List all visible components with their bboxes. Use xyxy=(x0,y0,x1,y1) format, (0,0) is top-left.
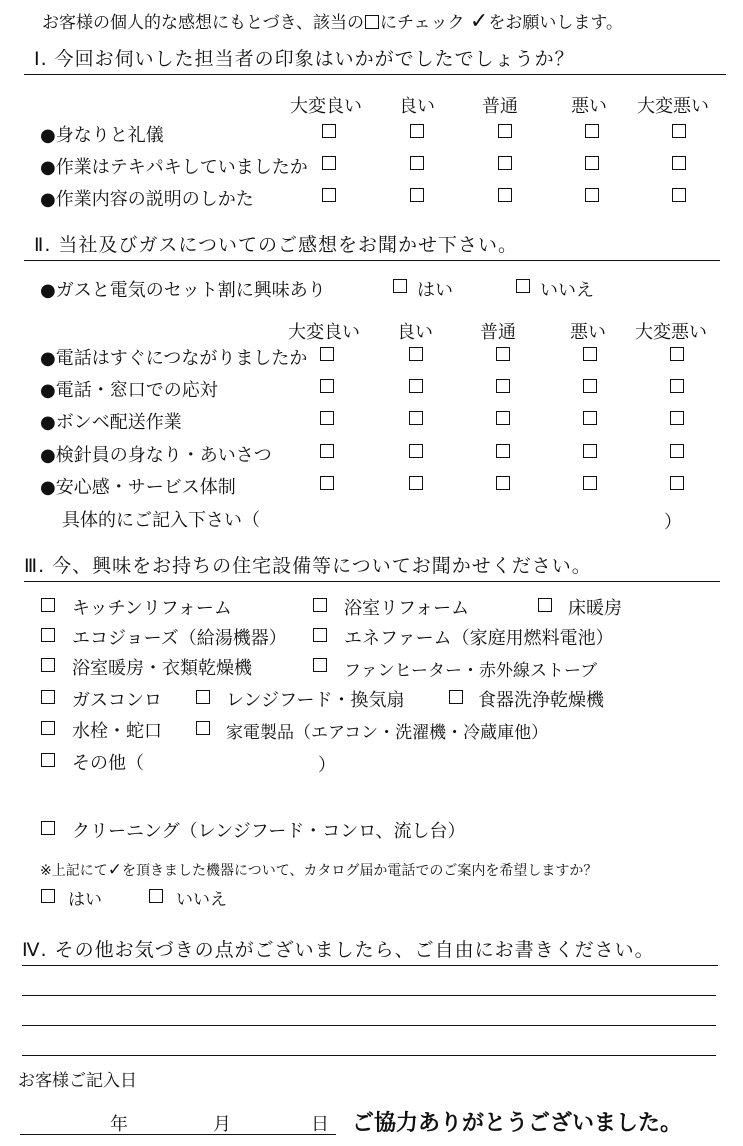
check-mark-icon: ✓ xyxy=(469,9,489,34)
interest-item-checkbox[interactable] xyxy=(313,658,327,672)
interest-item-label: 浴室リフォーム xyxy=(344,598,470,619)
catalog-yes-label: はい xyxy=(68,890,102,910)
interest-item-label: キッチンリフォーム xyxy=(72,598,232,619)
date-label: お客様ご記入日 xyxy=(18,1071,137,1091)
scale-label: 普通 xyxy=(482,96,518,117)
catalog-yes-checkbox[interactable] xyxy=(41,889,55,903)
rating-row-label: ●ボンベ配送作業 xyxy=(40,412,182,433)
interest-item-label: エネファーム（家庭用燃料電池） xyxy=(344,628,614,649)
rating-checkbox[interactable] xyxy=(322,188,336,202)
rating-checkbox[interactable] xyxy=(583,379,597,393)
rating-checkbox[interactable] xyxy=(583,476,597,490)
rating-checkbox[interactable] xyxy=(670,476,684,490)
scale-label: 大変悪い xyxy=(637,96,709,117)
scale-label: 大変悪い xyxy=(635,322,707,343)
rating-checkbox[interactable] xyxy=(496,411,510,425)
interest-item-checkbox[interactable] xyxy=(41,721,55,735)
interest-no-label: いいえ xyxy=(540,280,594,301)
interest-item-checkbox[interactable] xyxy=(449,690,463,704)
interest-item-label: 浴室暖房・衣類乾燥機 xyxy=(72,658,252,679)
interest-item-label: 水栓・蛇口 xyxy=(72,721,162,742)
scale-label: 大変良い xyxy=(290,96,362,117)
rating-checkbox[interactable] xyxy=(585,156,599,170)
rating-checkbox[interactable] xyxy=(409,379,423,393)
rating-checkbox[interactable] xyxy=(583,347,597,361)
rating-checkbox[interactable] xyxy=(410,156,424,170)
rating-checkbox[interactable] xyxy=(672,124,686,138)
interest-item-checkbox[interactable] xyxy=(41,658,55,672)
section1-rule xyxy=(24,74,726,75)
other-label: その他（ xyxy=(72,753,144,774)
interest-item-checkbox[interactable] xyxy=(313,598,327,612)
rating-row-label: ●検針員の身なり・あいさつ xyxy=(40,445,272,466)
rating-row-label: ●身なりと礼儀 xyxy=(40,125,164,146)
rating-checkbox[interactable] xyxy=(496,476,510,490)
interest-item-label: レンジフード・換気扇 xyxy=(226,690,405,711)
rating-checkbox[interactable] xyxy=(585,188,599,202)
specific-comment-close: ） xyxy=(664,512,682,533)
rating-checkbox[interactable] xyxy=(322,124,336,138)
rating-checkbox[interactable] xyxy=(583,444,597,458)
interest-item-checkbox[interactable] xyxy=(41,690,55,704)
rating-checkbox[interactable] xyxy=(320,444,334,458)
interest-item-checkbox[interactable] xyxy=(41,598,55,612)
interest-item-label: 床暖房 xyxy=(568,598,622,619)
rating-checkbox[interactable] xyxy=(496,379,510,393)
comment-line[interactable] xyxy=(22,995,716,996)
section3-rule xyxy=(24,581,720,582)
other-checkbox[interactable] xyxy=(41,753,55,767)
rating-row-label: ●安心感・サービス体制 xyxy=(40,477,236,498)
interest-item-checkbox[interactable] xyxy=(196,721,210,735)
catalog-no-label: いいえ xyxy=(176,890,227,910)
rating-row-label: ●電話はすぐにつながりましたか xyxy=(40,348,308,369)
interest-item-label: ファンヒーター・赤外線ストーブ xyxy=(344,661,598,681)
section4-title: Ⅳ. その他お気づきの点がございましたら、ご自由にお書きください。 xyxy=(22,939,655,961)
rating-checkbox[interactable] xyxy=(496,347,510,361)
section1-title: I. 今回お伺いした担当者の印象はいかがでしたでしょうか？ xyxy=(34,48,575,70)
rating-checkbox[interactable] xyxy=(498,124,512,138)
rating-checkbox[interactable] xyxy=(320,379,334,393)
rating-checkbox[interactable] xyxy=(670,379,684,393)
rating-checkbox[interactable] xyxy=(409,476,423,490)
rating-row-label: ●作業はテキパキしていましたか xyxy=(40,157,308,178)
catalog-no-checkbox[interactable] xyxy=(149,889,163,903)
rating-checkbox[interactable] xyxy=(409,444,423,458)
section4-rule xyxy=(22,965,718,966)
scale-label: 悪い xyxy=(570,322,606,343)
interest-yes-label: はい xyxy=(417,280,453,301)
rating-checkbox[interactable] xyxy=(320,411,334,425)
scale-label: 大変良い xyxy=(288,322,360,343)
intro-text: お客様の個人的な感想にもとづき、該当の にチェック ✓をお願いします。 xyxy=(42,9,623,34)
interest-label: ●ガスと電気のセット割に興味あり xyxy=(40,280,326,301)
section2-rule xyxy=(24,260,720,261)
rating-checkbox[interactable] xyxy=(409,347,423,361)
day-label: 日 xyxy=(311,1114,329,1135)
cleaning-checkbox[interactable] xyxy=(41,821,55,835)
other-close: ） xyxy=(318,755,336,776)
comment-line[interactable] xyxy=(22,1025,716,1026)
rating-checkbox[interactable] xyxy=(585,124,599,138)
sample-checkbox-icon xyxy=(365,15,379,29)
section2-title: Ⅱ. 当社及びガスについてのご感想をお聞かせ下さい。 xyxy=(34,234,519,256)
rating-checkbox[interactable] xyxy=(320,476,334,490)
rating-checkbox[interactable] xyxy=(670,444,684,458)
rating-checkbox[interactable] xyxy=(320,347,334,361)
rating-checkbox[interactable] xyxy=(670,347,684,361)
rating-checkbox[interactable] xyxy=(410,124,424,138)
rating-row-label: ●作業内容の説明のしかた xyxy=(40,189,254,210)
scale-label: 普通 xyxy=(480,322,516,343)
rating-checkbox[interactable] xyxy=(498,188,512,202)
rating-checkbox[interactable] xyxy=(672,188,686,202)
interest-item-checkbox[interactable] xyxy=(313,628,327,642)
interest-item-checkbox[interactable] xyxy=(538,598,552,612)
thanks-message: ご協力ありがとうございました。 xyxy=(352,1110,683,1136)
rating-checkbox[interactable] xyxy=(409,411,423,425)
rating-checkbox[interactable] xyxy=(496,444,510,458)
rating-checkbox[interactable] xyxy=(670,411,684,425)
catalog-question: ※上記にて✓を頂きました機器について、カタログ届か電話でのご案内を希望しますか？ xyxy=(40,860,598,880)
interest-yes-checkbox[interactable] xyxy=(393,279,407,293)
interest-item-label: エコジョーズ（給湯機器） xyxy=(72,628,287,649)
rating-checkbox[interactable] xyxy=(672,156,686,170)
check-mark-icon: ✓ xyxy=(107,860,122,880)
interest-item-checkbox[interactable] xyxy=(41,628,55,642)
interest-item-label: 食器洗浄乾燥機 xyxy=(478,690,604,711)
interest-item-label: ガスコンロ xyxy=(72,690,162,711)
scale-label: 良い xyxy=(397,322,433,343)
rating-checkbox[interactable] xyxy=(583,411,597,425)
specific-comment-label: 具体的にご記入下さい（ xyxy=(62,510,260,531)
interest-item-label: 家電製品（エアコン・洗濯機・冷蔵庫他） xyxy=(226,723,549,743)
rating-row-label: ●電話・窓口での応対 xyxy=(40,380,218,401)
rating-checkbox[interactable] xyxy=(322,156,336,170)
date-line[interactable] xyxy=(20,1134,336,1135)
rating-checkbox[interactable] xyxy=(410,188,424,202)
section3-title: Ⅲ. 今、興味をお持ちの住宅設備等についてお聞かせください。 xyxy=(24,555,592,577)
rating-checkbox[interactable] xyxy=(498,156,512,170)
scale-label: 悪い xyxy=(571,96,607,117)
year-label: 年 xyxy=(110,1114,128,1135)
cleaning-label: クリーニング（レンジフード・コンロ、流し台） xyxy=(72,821,466,842)
comment-line[interactable] xyxy=(22,1055,716,1056)
interest-no-checkbox[interactable] xyxy=(516,279,530,293)
interest-item-checkbox[interactable] xyxy=(196,690,210,704)
scale-label: 良い xyxy=(399,96,435,117)
month-label: 月 xyxy=(213,1114,231,1135)
